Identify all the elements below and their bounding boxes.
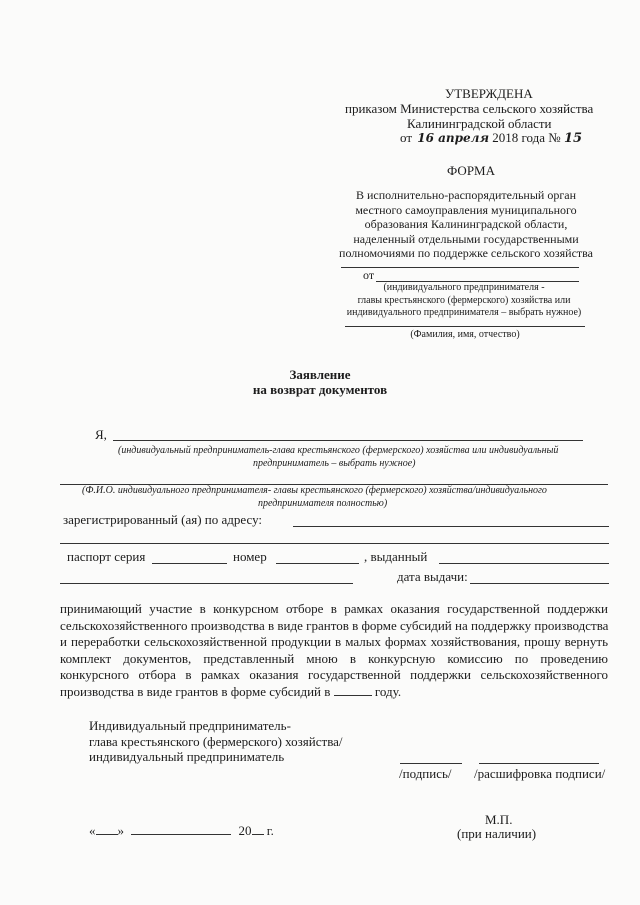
date-close-quote: »	[117, 823, 124, 838]
approval-title: УТВЕРЖДЕНА	[445, 86, 533, 101]
month-blank	[131, 834, 231, 835]
passport-number-label: номер	[233, 549, 267, 564]
i-label: Я,	[95, 427, 107, 442]
applicant-type-hint-2: предприниматель – выбрать нужное)	[253, 458, 416, 469]
addressee-line: В исполнительно-распорядительный орган	[355, 188, 577, 202]
paragraph-line: комплект документов, представленный мною в конкурсную комиссию по проведению	[60, 650, 608, 666]
signer-line-2: глава крестьянского (фермерского) хозяйства/	[89, 734, 343, 749]
form-label: ФОРМА	[447, 163, 495, 178]
paragraph-end: году.	[374, 683, 402, 699]
addressee-line: полномочиями по поддержке сельского хозяйства	[339, 246, 593, 261]
issued-label: , выданный	[364, 549, 428, 564]
signature-field	[400, 763, 462, 764]
applicant-type-hint: (индивидуальный предприниматель-глава крестьянского (фермерского) хозяйства или индивидуальный	[118, 445, 559, 456]
request-paragraph	[60, 601, 608, 700]
year-blank	[334, 695, 372, 696]
paragraph-last-line	[60, 684, 608, 701]
addressee-line: местного самоуправления муниципального	[355, 202, 577, 217]
address-line-2	[60, 543, 609, 544]
day-blank	[96, 834, 118, 835]
paragraph-line: принимающий участие в конкурсном отборе в рамках оказания государственной поддержки	[60, 601, 608, 616]
approval-date-line	[400, 130, 582, 146]
issue-date-field	[470, 583, 609, 584]
year-prefix: 20	[238, 823, 252, 838]
stamp-note: (при наличии)	[457, 826, 537, 841]
from-hint-line: (индивидуального предпринимателя -	[383, 282, 545, 293]
from-hint	[336, 282, 592, 320]
statement-subtitle: на возврат документов	[252, 382, 388, 397]
signature-decode-label: /расшифровка подписи/	[474, 766, 606, 781]
approval-order-line: приказом Министерства сельского хозяйства	[345, 101, 594, 116]
date-open-quote: «	[89, 823, 96, 838]
approval-number-handwritten: 15	[563, 131, 583, 146]
applicant-name-hint-2: предпринимателя полностью)	[258, 498, 388, 509]
fio-blank-line	[345, 326, 585, 327]
from-hint-line: главы крестьянского (фермерского) хозяйства или	[357, 294, 571, 306]
passport-number-field	[276, 563, 359, 564]
passport-series-field	[152, 563, 227, 564]
paragraph-line: производства в виде грантов в форме субсидий в	[60, 683, 331, 699]
issued-by-field	[439, 563, 609, 564]
registered-label: зарегистрированный (ая) по адресу:	[63, 512, 263, 527]
address-line-1	[293, 526, 609, 527]
approval-region-line: Калининградской области	[407, 116, 552, 131]
addressee-line: образования Калининградской области,	[364, 217, 568, 232]
addressee-block	[336, 188, 596, 261]
issue-date-label: дата выдачи:	[397, 569, 468, 584]
signer-line-3: индивидуальный предприниматель	[89, 749, 285, 764]
from-label: от	[363, 268, 375, 282]
addressee-line: наделенный отдельными государственными	[353, 231, 579, 246]
signer-line-1: Индивидуальный предприниматель-	[89, 718, 291, 733]
from-hint-line: индивидуального предпринимателя – выбрать нужное)	[346, 307, 582, 318]
paragraph-line: и переработки сельскохозяйственной продукции в малых формах хозяйствования, прошу вернуть	[60, 634, 608, 649]
stamp-label: М.П.	[485, 812, 513, 827]
addressee-blank-line	[341, 267, 579, 268]
year-label: г.	[266, 823, 274, 838]
date-line	[89, 823, 274, 839]
applicant-type-line	[113, 440, 583, 441]
paragraph-line: конкурсного отбора в рамках оказания государственной поддержки сельскохозяйственного	[60, 667, 608, 682]
statement-title: Заявление	[289, 367, 351, 382]
approval-date-prefix: от	[400, 130, 413, 145]
approval-date-suffix: 2018 года №	[492, 130, 561, 145]
approval-date-handwritten: 16 апреля	[417, 131, 490, 145]
signature-decode-field	[479, 763, 599, 764]
passport-series-label: паспорт серия	[67, 549, 146, 564]
fio-hint: (Фамилия, имя, отчество)	[410, 329, 520, 340]
signature-label: /подпись/	[399, 766, 452, 781]
issued-by-field-2	[60, 583, 353, 584]
year-suffix-blank	[252, 834, 264, 835]
applicant-name-hint: (Ф.И.О. индивидуального предпринимателя- главы крестьянского (фермерского) хозяйства/индивидуального	[82, 485, 547, 496]
paragraph-line: сельскохозяйственного производства в виде грантов в форме субсидий на поддержку производства	[60, 617, 609, 633]
